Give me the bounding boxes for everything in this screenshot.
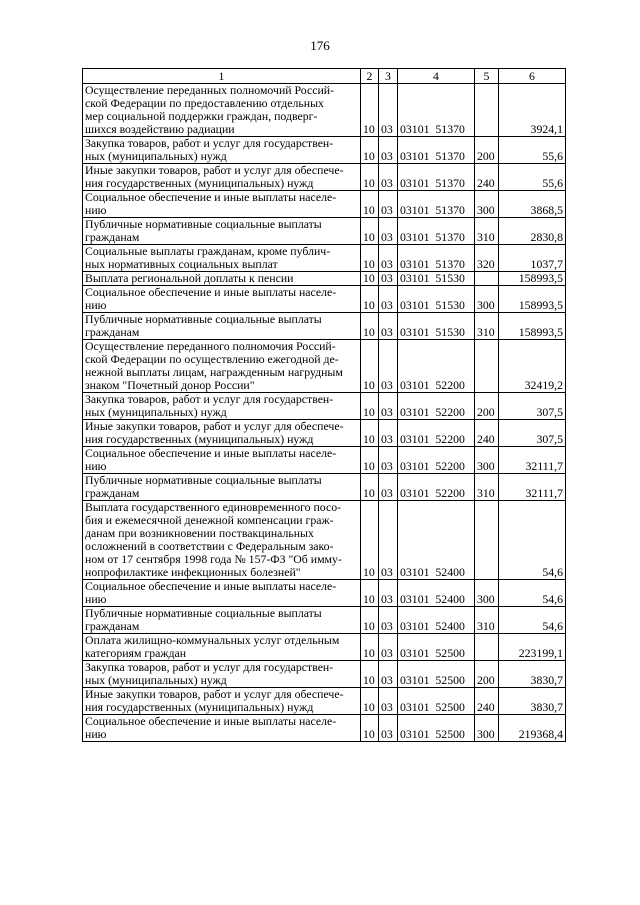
row-section-cell: 10 — [361, 447, 379, 474]
row-target-article-cell: 03101 51370 — [398, 191, 475, 218]
row-subsection-cell: 03 — [379, 340, 398, 393]
row-target-article-cell: 03101 51530 — [398, 286, 475, 313]
row-target-article-cell: 03101 51370 — [398, 245, 475, 272]
row-amount-cell: 32419,2 — [499, 340, 566, 393]
row-subsection-cell: 03 — [379, 661, 398, 688]
row-section-cell: 10 — [361, 474, 379, 501]
row-target-article-cell: 03101 51370 — [398, 218, 475, 245]
row-expense-type-cell: 300 — [475, 286, 499, 313]
row-section-cell: 10 — [361, 218, 379, 245]
row-amount-cell: 32111,7 — [499, 447, 566, 474]
row-name-cell: Иные закупки товаров, работ и услуг для обеспече- ния государственных (муниципальных) нужд — [83, 688, 361, 715]
row-amount-cell: 158993,5 — [499, 286, 566, 313]
row-subsection-cell: 03 — [379, 191, 398, 218]
table-row — [83, 245, 566, 272]
row-section-cell: 10 — [361, 501, 379, 580]
table-row — [83, 607, 566, 634]
row-name-cell: Иные закупки товаров, работ и услуг для обеспече- ния государственных (муниципальных) нужд — [83, 164, 361, 191]
row-expense-type-cell: 240 — [475, 164, 499, 191]
table-row — [83, 137, 566, 164]
row-name-cell: Закупка товаров, работ и услуг для государствен- ных (муниципальных) нужд — [83, 661, 361, 688]
row-name-cell: Социальные выплаты гражданам, кроме публич- ных нормативных социальных выплат — [83, 245, 361, 272]
row-target-article-cell: 03101 52200 — [398, 474, 475, 501]
row-section-cell: 10 — [361, 286, 379, 313]
row-expense-type-cell: 300 — [475, 580, 499, 607]
header-cell-4: 4 — [398, 69, 475, 84]
row-target-article-cell: 03101 52500 — [398, 715, 475, 742]
table-row — [83, 715, 566, 742]
row-expense-type-cell: 300 — [475, 715, 499, 742]
row-name-cell: Иные закупки товаров, работ и услуг для обеспече- ния государственных (муниципальных) нужд — [83, 420, 361, 447]
row-section-cell: 10 — [361, 661, 379, 688]
row-target-article-cell: 03101 52400 — [398, 580, 475, 607]
row-target-article-cell: 03101 52200 — [398, 340, 475, 393]
row-target-article-cell: 03101 52200 — [398, 420, 475, 447]
row-target-article-cell: 03101 51530 — [398, 313, 475, 340]
row-amount-cell: 32111,7 — [499, 474, 566, 501]
row-subsection-cell: 03 — [379, 313, 398, 340]
table-row — [83, 688, 566, 715]
row-name-cell: Выплата региональной доплаты к пенсии — [83, 272, 361, 286]
table-row — [83, 501, 566, 580]
row-subsection-cell: 03 — [379, 286, 398, 313]
row-target-article-cell: 03101 51530 — [398, 272, 475, 286]
table-row — [83, 447, 566, 474]
row-name-cell: Социальное обеспечение и иные выплаты населе- нию — [83, 447, 361, 474]
row-expense-type-cell: 200 — [475, 393, 499, 420]
header-cell-6: 6 — [499, 69, 566, 84]
row-name-cell: Осуществление переданного полномочия Россий- ской Федерации по осуществлению ежегодной де- нежной выплаты лицам, награжденным нагрудным знаком "Почетный донор России" — [83, 340, 361, 393]
row-section-cell: 10 — [361, 634, 379, 661]
row-subsection-cell: 03 — [379, 715, 398, 742]
header-cell-1: 1 — [83, 69, 361, 84]
row-expense-type-cell: 310 — [475, 474, 499, 501]
row-subsection-cell: 03 — [379, 474, 398, 501]
row-name-cell: Закупка товаров, работ и услуг для государствен- ных (муниципальных) нужд — [83, 393, 361, 420]
table-row — [83, 191, 566, 218]
row-name-cell: Оплата жилищно-коммунальных услуг отдельным категориям граждан — [83, 634, 361, 661]
row-target-article-cell: 03101 52400 — [398, 607, 475, 634]
row-subsection-cell: 03 — [379, 420, 398, 447]
row-section-cell: 10 — [361, 607, 379, 634]
row-amount-cell: 3924,1 — [499, 84, 566, 137]
row-subsection-cell: 03 — [379, 688, 398, 715]
row-expense-type-cell: 300 — [475, 447, 499, 474]
row-amount-cell: 54,6 — [499, 607, 566, 634]
row-expense-type-cell: 240 — [475, 688, 499, 715]
row-expense-type-cell — [475, 501, 499, 580]
row-section-cell: 10 — [361, 313, 379, 340]
row-subsection-cell: 03 — [379, 393, 398, 420]
row-name-cell: Осуществление переданных полномочий Россий- ской Федерации по предоставлению отдельных мер социальной поддержки граждан, подверг- шихся воздействию радиации — [83, 84, 361, 137]
row-amount-cell: 54,6 — [499, 501, 566, 580]
row-subsection-cell: 03 — [379, 607, 398, 634]
row-expense-type-cell: 320 — [475, 245, 499, 272]
table-row — [83, 164, 566, 191]
budget-table — [82, 68, 566, 742]
header-cell-3: 3 — [379, 69, 398, 84]
header-cell-2: 2 — [361, 69, 379, 84]
row-subsection-cell: 03 — [379, 580, 398, 607]
row-subsection-cell: 03 — [379, 84, 398, 137]
row-amount-cell: 55,6 — [499, 137, 566, 164]
table-row — [83, 661, 566, 688]
row-name-cell: Публичные нормативные социальные выплаты гражданам — [83, 218, 361, 245]
row-expense-type-cell: 310 — [475, 607, 499, 634]
row-expense-type-cell — [475, 340, 499, 393]
table-row — [83, 580, 566, 607]
row-expense-type-cell — [475, 84, 499, 137]
row-subsection-cell: 03 — [379, 272, 398, 286]
row-name-cell: Публичные нормативные социальные выплаты гражданам — [83, 607, 361, 634]
table-row — [83, 420, 566, 447]
row-expense-type-cell: 300 — [475, 191, 499, 218]
row-subsection-cell: 03 — [379, 501, 398, 580]
table-row — [83, 272, 566, 286]
row-target-article-cell: 03101 52400 — [398, 501, 475, 580]
row-target-article-cell: 03101 52500 — [398, 688, 475, 715]
table-row — [83, 218, 566, 245]
row-amount-cell: 54,6 — [499, 580, 566, 607]
row-expense-type-cell: 310 — [475, 313, 499, 340]
table-row — [83, 286, 566, 313]
table-row — [83, 474, 566, 501]
row-expense-type-cell — [475, 634, 499, 661]
row-target-article-cell: 03101 52200 — [398, 393, 475, 420]
row-section-cell: 10 — [361, 688, 379, 715]
table-row — [83, 313, 566, 340]
row-amount-cell: 3830,7 — [499, 661, 566, 688]
row-amount-cell: 1037,7 — [499, 245, 566, 272]
row-amount-cell: 158993,5 — [499, 272, 566, 286]
table-row — [83, 340, 566, 393]
row-section-cell: 10 — [361, 393, 379, 420]
row-name-cell: Публичные нормативные социальные выплаты гражданам — [83, 474, 361, 501]
row-subsection-cell: 03 — [379, 447, 398, 474]
row-amount-cell: 55,6 — [499, 164, 566, 191]
row-section-cell: 10 — [361, 84, 379, 137]
table-row — [83, 634, 566, 661]
row-amount-cell: 3868,5 — [499, 191, 566, 218]
row-section-cell: 10 — [361, 715, 379, 742]
row-amount-cell: 158993,5 — [499, 313, 566, 340]
row-target-article-cell: 03101 51370 — [398, 137, 475, 164]
row-expense-type-cell: 240 — [475, 420, 499, 447]
row-section-cell: 10 — [361, 272, 379, 286]
row-target-article-cell: 03101 51370 — [398, 164, 475, 191]
row-expense-type-cell: 200 — [475, 137, 499, 164]
row-subsection-cell: 03 — [379, 634, 398, 661]
row-subsection-cell: 03 — [379, 164, 398, 191]
table-header-row — [83, 69, 566, 84]
row-name-cell: Социальное обеспечение и иные выплаты населе- нию — [83, 715, 361, 742]
page-number: 176 — [310, 38, 330, 53]
row-section-cell: 10 — [361, 164, 379, 191]
row-amount-cell: 219368,4 — [499, 715, 566, 742]
row-target-article-cell: 03101 51370 — [398, 84, 475, 137]
row-section-cell: 10 — [361, 580, 379, 607]
row-name-cell: Публичные нормативные социальные выплаты гражданам — [83, 313, 361, 340]
row-name-cell: Социальное обеспечение и иные выплаты населе- нию — [83, 286, 361, 313]
row-name-cell: Выплата государственного единовременного посо- бия и ежемесячной денежной компенсации граж- данам при возникновении поствакцинальных осложнений в соответствии с Федеральным зако- ном от 17 сентября 1998 года № 157-ФЗ "Об имму- нопрофилактике инфекционных болезней" — [83, 501, 361, 580]
row-section-cell: 10 — [361, 137, 379, 164]
table-row — [83, 84, 566, 137]
row-section-cell: 10 — [361, 340, 379, 393]
row-name-cell: Закупка товаров, работ и услуг для государствен- ных (муниципальных) нужд — [83, 137, 361, 164]
row-section-cell: 10 — [361, 245, 379, 272]
row-section-cell: 10 — [361, 420, 379, 447]
row-target-article-cell: 03101 52500 — [398, 634, 475, 661]
header-cell-5: 5 — [475, 69, 499, 84]
row-subsection-cell: 03 — [379, 137, 398, 164]
table-row — [83, 393, 566, 420]
row-amount-cell: 223199,1 — [499, 634, 566, 661]
row-target-article-cell: 03101 52500 — [398, 661, 475, 688]
row-amount-cell: 3830,7 — [499, 688, 566, 715]
row-amount-cell: 2830,8 — [499, 218, 566, 245]
row-subsection-cell: 03 — [379, 245, 398, 272]
row-name-cell: Социальное обеспечение и иные выплаты населе- нию — [83, 191, 361, 218]
row-section-cell: 10 — [361, 191, 379, 218]
row-expense-type-cell: 310 — [475, 218, 499, 245]
row-target-article-cell: 03101 52200 — [398, 447, 475, 474]
row-expense-type-cell — [475, 272, 499, 286]
row-subsection-cell: 03 — [379, 218, 398, 245]
row-amount-cell: 307,5 — [499, 393, 566, 420]
row-expense-type-cell: 200 — [475, 661, 499, 688]
row-name-cell: Социальное обеспечение и иные выплаты населе- нию — [83, 580, 361, 607]
row-amount-cell: 307,5 — [499, 420, 566, 447]
